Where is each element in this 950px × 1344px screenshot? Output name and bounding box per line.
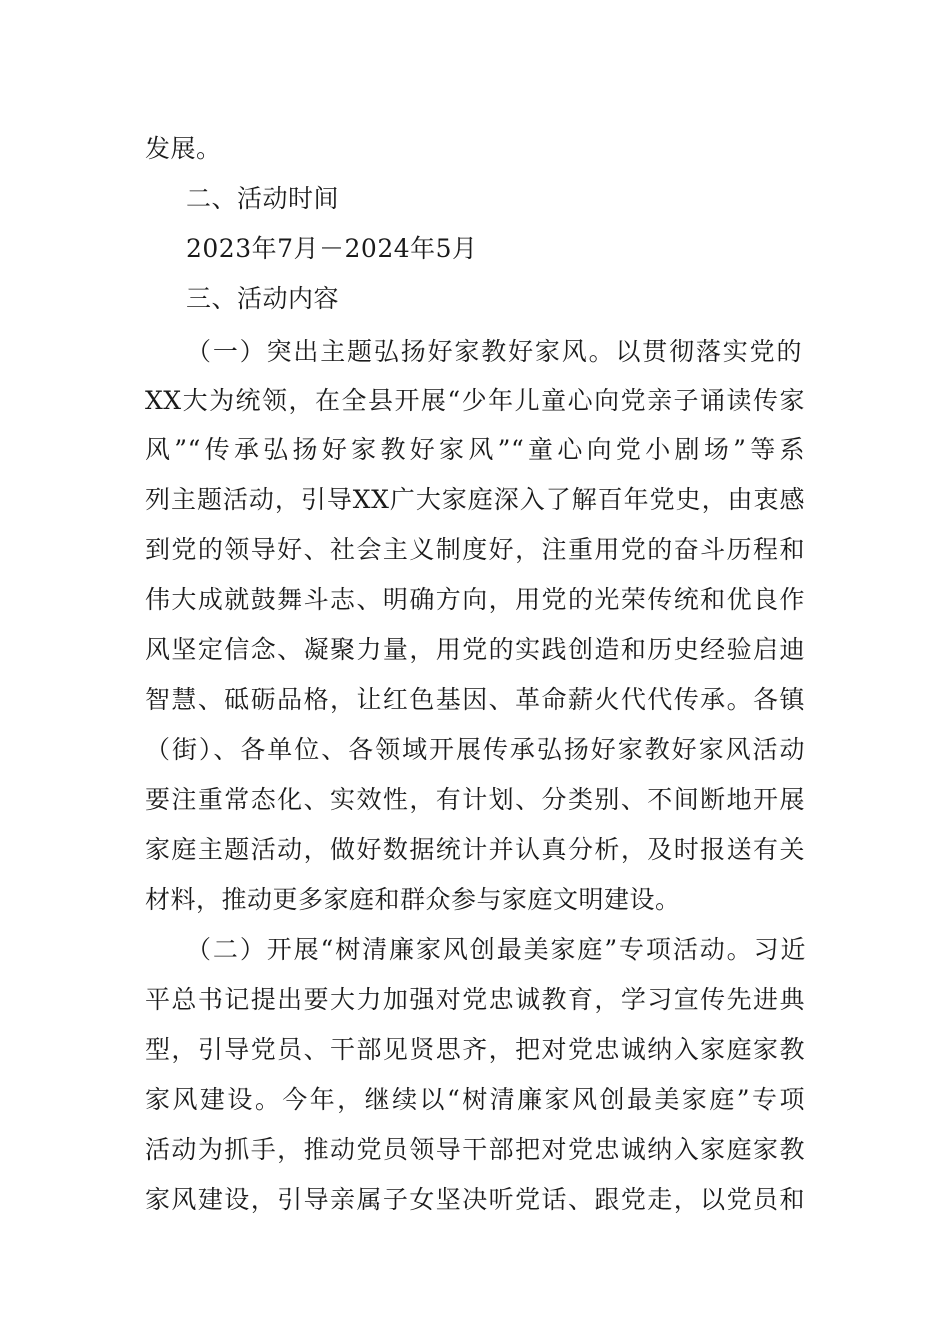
paragraph-1-line-2: XX大为统领，在全县开展“少年儿童心向党亲子诵读传家: [145, 386, 805, 415]
paragraph-1-line-4: 列主题活动，引导XX广大家庭深入了解百年党史，由衷感: [145, 485, 805, 514]
paragraph-2-line-2: 平总书记提出要大力加强对党忠诚教育，学习宣传先进典: [145, 985, 805, 1014]
paragraph-1-line-9: （街）、各单位、各领域开展传承弘扬好家教好家风活动: [145, 735, 805, 764]
paragraph-2-line-6: 家风建设，引导亲属子女坚决听党话、跟党走，以党员和: [145, 1185, 805, 1214]
paragraph-1-line-11: 家庭主题活动，做好数据统计并认真分析，及时报送有关: [145, 835, 805, 864]
paragraph-1-line-7: 风坚定信念、凝聚力量，用党的实践创造和历史经验启迪: [145, 635, 805, 664]
paragraph-1-line-8: 智慧、砥砺品格，让红色基因、革命薪火代代传承。各镇: [145, 685, 805, 714]
heading-activity-content: 三、活动内容: [186, 284, 340, 313]
activity-time-range: 2023年7月－2024年5月: [186, 234, 478, 263]
paragraph-1-line-6: 伟大成就鼓舞斗志、明确方向，用党的光荣传统和优良作: [145, 585, 805, 614]
paragraph-2-line-4: 家风建设。今年，继续以“树清廉家风创最美家庭”专项: [145, 1085, 805, 1114]
paragraph-1-line-5: 到党的领导好、社会主义制度好，注重用党的奋斗历程和: [145, 535, 805, 564]
paragraph-1-line-12: 材料，推动更多家庭和群众参与家庭文明建设。: [145, 885, 681, 914]
paragraph-2-line-3: 型，引导党员、干部见贤思齐，把对党忠诚纳入家庭家教: [145, 1035, 805, 1064]
paragraph-1-line-10: 要注重常态化、实效性，有计划、分类别、不间断地开展: [145, 785, 805, 814]
paragraph-2-line-1: （二）开展“树清廉家风创最美家庭”专项活动。习近: [186, 935, 806, 964]
paragraph-1-line-1: （一）突出主题弘扬好家教好家风。以贯彻落实党的: [186, 337, 802, 366]
paragraph-1-line-3: 风”“传承弘扬好家教好家风”“童心向党小剧场”等系: [145, 435, 805, 464]
paragraph-2-line-5: 活动为抓手，推动党员领导干部把对党忠诚纳入家庭家教: [145, 1135, 805, 1164]
heading-activity-time: 二、活动时间: [186, 184, 340, 213]
text-line-continuation: 发展。: [145, 134, 222, 163]
